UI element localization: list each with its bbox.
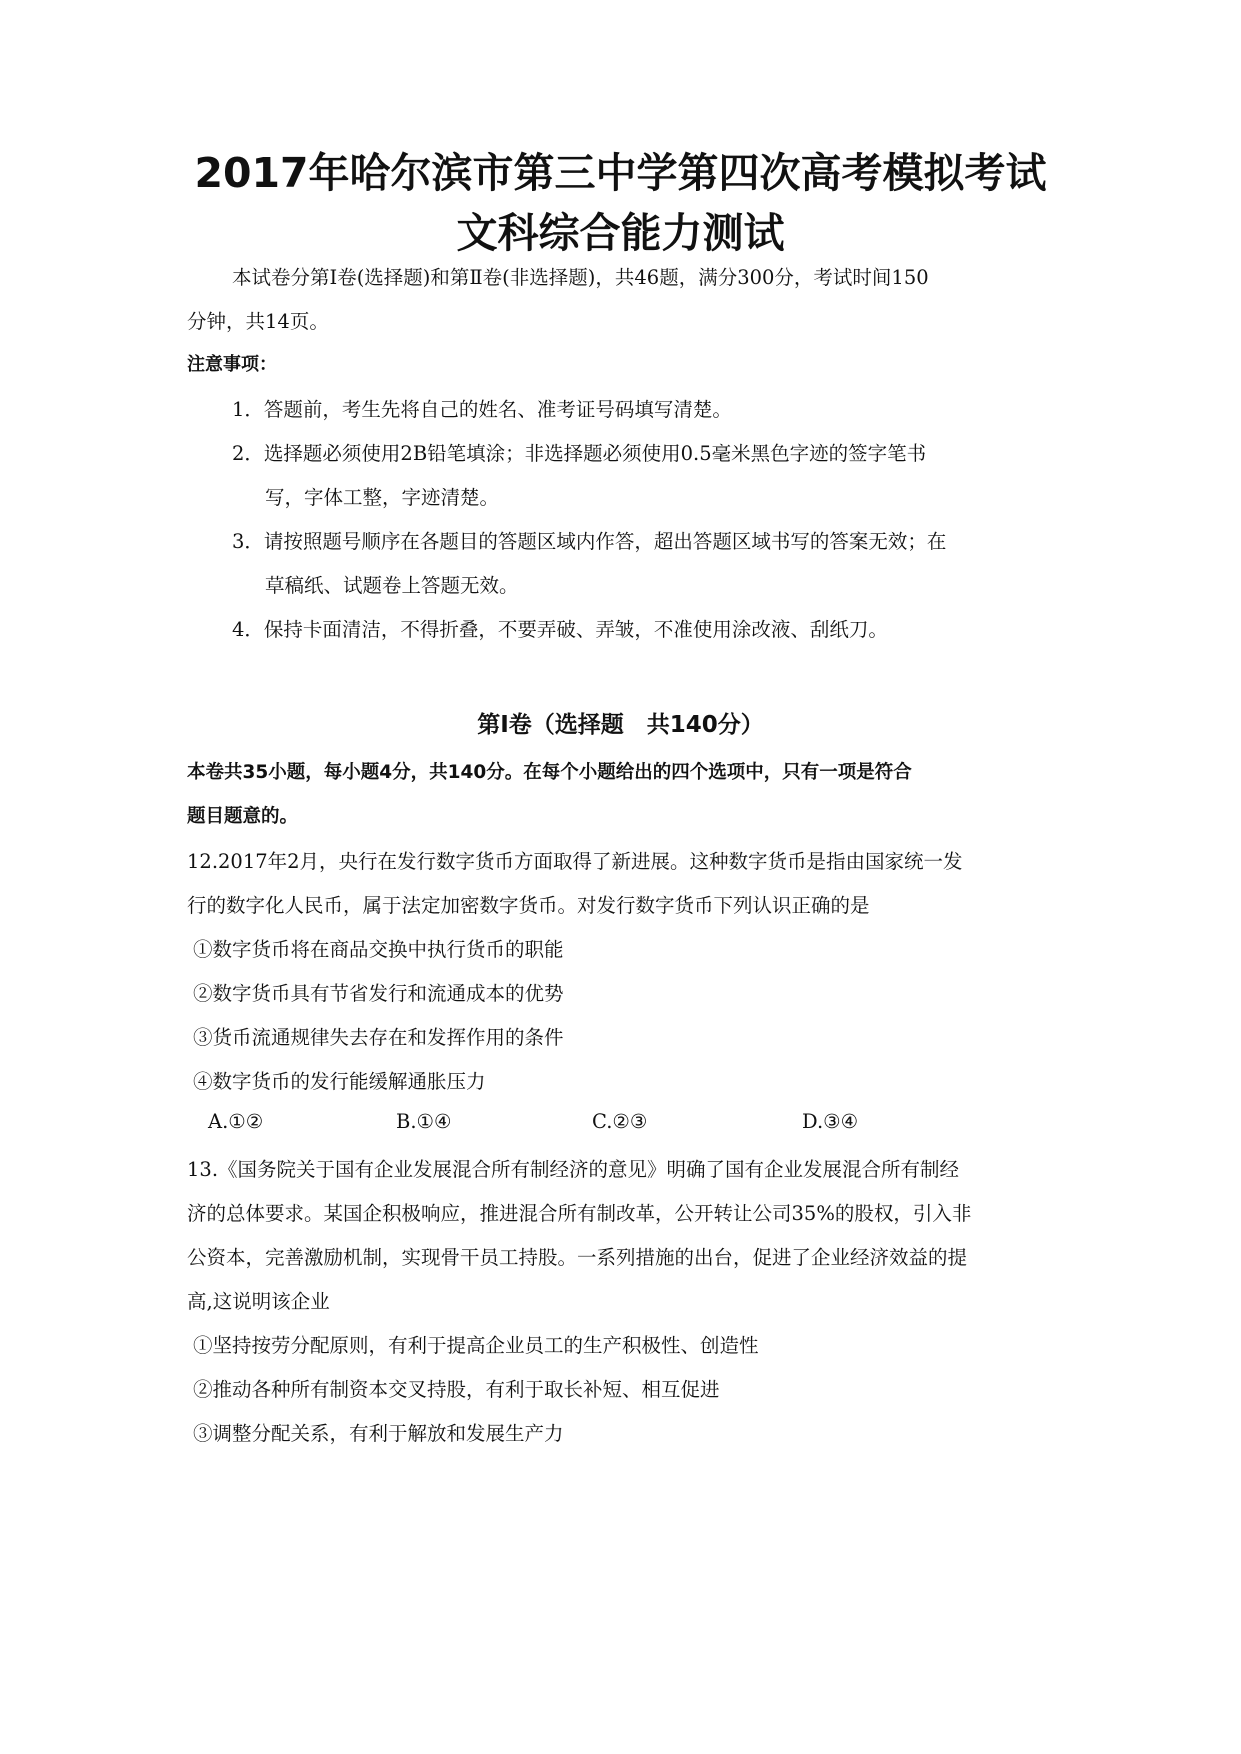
intro-line-2: 分钟，共14页。 xyxy=(187,310,329,333)
q13-statement-1: ①坚持按劳分配原则，有利于提高企业员工的生产积极性、创造性 xyxy=(193,1334,759,1357)
notice-item-3-cont: 草稿纸、试题卷上答题无效。 xyxy=(265,574,519,597)
q13-statement-3: ③调整分配关系，有利于解放和发展生产力 xyxy=(193,1422,564,1445)
notice-item-3: 3．请按照题号顺序在各题目的答题区域内作答，超出答题区域书写的答案无效；在 xyxy=(232,530,947,553)
q13-stem-4: 高,这说明该企业 xyxy=(187,1290,330,1313)
q13-statement-2: ②推动各种所有制资本交叉持股，有利于取长补短、相互促进 xyxy=(193,1378,720,1401)
q13-stem-2: 济的总体要求。某国企积极响应，推进混合所有制改革，公开转让公司35%的股权，引入非 xyxy=(187,1202,972,1225)
q13-stem-1: 13.《国务院关于国有企业发展混合所有制经济的意见》明确了国有企业发展混合所有制经 xyxy=(187,1158,960,1181)
q12-stem-2: 行的数字化人民币，属于法定加密数字货币。对发行数字货币下列认识正确的是 xyxy=(187,894,870,917)
q12-statement-1: ①数字货币将在商品交换中执行货币的职能 xyxy=(193,938,564,961)
notice-item-2: 2．选择题必须使用2B铅笔填涂；非选择题必须使用0.5毫米黑色字迹的签字笔书 xyxy=(232,442,927,465)
q12-option-d: D.③④ xyxy=(802,1110,859,1133)
q12-statement-2: ②数字货币具有节省发行和流通成本的优势 xyxy=(193,982,564,1005)
section-instruction-2: 题目题意的。 xyxy=(187,806,299,827)
notice-heading: 注意事项： xyxy=(187,354,277,375)
notice-item-1: 1．答题前，考生先将自己的姓名、准考证号码填写清楚。 xyxy=(232,398,732,421)
intro-line-1: 本试卷分第Ⅰ卷(选择题)和第Ⅱ卷(非选择题)，共46题，满分300分，考试时间150 xyxy=(232,266,929,289)
q12-option-b: B.①④ xyxy=(396,1110,452,1133)
q12-stem-1: 12.2017年2月，央行在发行数字货币方面取得了新进展。这种数字货币是指由国家统一发 xyxy=(187,850,963,873)
q12-option-a: A.①② xyxy=(208,1110,264,1133)
q13-stem-3: 公资本，完善激励机制，实现骨干员工持股。一系列措施的出台，促进了企业经济效益的提 xyxy=(187,1246,968,1269)
q12-statement-3: ③货币流通规律失去存在和发挥作用的条件 xyxy=(193,1026,564,1049)
exam-subtitle: 文科综合能力测试 xyxy=(456,209,785,257)
notice-item-4: 4．保持卡面清洁，不得折叠，不要弄破、弄皱，不准使用涂改液、刮纸刀。 xyxy=(232,618,888,641)
q12-option-c: C.②③ xyxy=(592,1110,648,1133)
notice-item-2-cont: 写，字体工整，字迹清楚。 xyxy=(265,486,500,509)
q12-statement-4: ④数字货币的发行能缓解通胀压力 xyxy=(193,1070,486,1093)
section-instruction-1: 本卷共35小题，每小题4分，共140分。在每个小题给出的四个选项中，只有一项是符合 xyxy=(187,762,912,783)
exam-title: 2017年哈尔滨市第三中学第四次高考模拟考试 xyxy=(194,149,1047,197)
section-title: 第Ⅰ卷（选择题 共140分） xyxy=(477,712,764,738)
